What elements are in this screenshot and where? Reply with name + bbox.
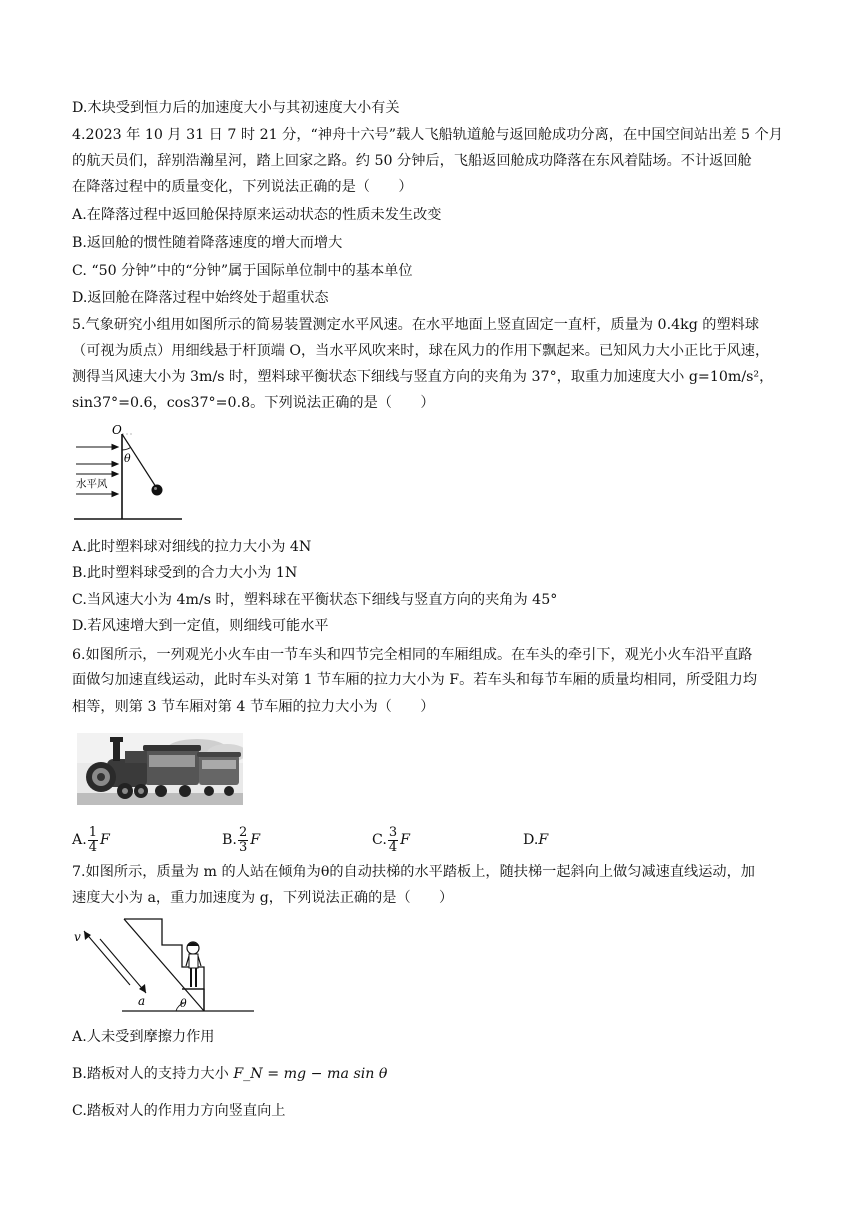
person-figure — [186, 942, 201, 987]
q7-stem-line-2: 速度大小为 a，重力加速度为 g，下列说法正确的是（ ） — [72, 890, 454, 906]
q4-option-a: A.在降落过程中返回舱保持原来运动状态的性质未发生改变 — [72, 207, 442, 223]
q4-option-b: B.返回舱的惯性随着降落速度的增大而增大 — [72, 235, 343, 251]
label-o: O — [112, 423, 122, 437]
q7-option-b — [72, 1064, 387, 1084]
q7-option-c: C.踏板对人的作用力方向竖直向上 — [72, 1103, 286, 1119]
q7-option-b-formula: F_N = mg − ma sin θ — [233, 1066, 388, 1082]
q5-option-d: D.若风速增大到一定值，则细线可能水平 — [72, 618, 329, 634]
denominator: 3 — [238, 839, 248, 855]
option-letter: A. — [72, 832, 87, 848]
denominator: 4 — [388, 839, 398, 855]
chimney — [113, 739, 120, 761]
sightseeing-train-photo — [77, 733, 243, 805]
q5-stem-line-4: sin37°=0.6，cos37°=0.8。下列说法正确的是（ ） — [72, 395, 435, 411]
q6-options — [72, 822, 772, 858]
numerator: 2 — [238, 824, 248, 840]
numerator: 1 — [88, 824, 98, 840]
q3-option-d: D.木块受到恒力后的加速度大小与其初速度大小有关 — [72, 100, 400, 116]
q4-stem-line-1: 4.2023 年 10 月 31 日 7 时 21 分，“神舟十六号”载人飞船轨道舱与返回舱成功分离，在中国空间站出差 5 个月 — [72, 127, 783, 143]
q6-option-b — [222, 822, 260, 858]
q6-stem-line-2: 面做匀加速直线运动，此时车头对第 1 节车厢的拉力大小为 F。若车头和每节车厢的质量均相同，所受阻力均 — [72, 672, 758, 688]
q7-stem-line-1: 7.如图所示，质量为 m 的人站在倾角为θ的自动扶梯的水平踏板上，随扶梯一起斜向上做匀减速直线运动，加 — [72, 864, 755, 880]
fraction — [88, 826, 98, 855]
q6-option-d — [523, 822, 548, 858]
fraction — [238, 826, 248, 855]
denominator: 4 — [88, 839, 98, 855]
force-symbol: F — [400, 832, 410, 848]
plastic-ball — [152, 485, 163, 496]
q7-option-a: A.人未受到摩擦力作用 — [72, 1029, 215, 1045]
q4-stem-line-3: 在降落过程中的质量变化，下列说法正确的是（ ） — [72, 179, 413, 195]
q7-option-b-text: B.踏板对人的支持力大小 — [72, 1066, 234, 1082]
q4-option-c: C. “50 分钟”中的“分钟”属于国际单位制中的基本单位 — [72, 263, 413, 279]
label-v: v — [74, 930, 81, 944]
q6-option-a — [72, 822, 110, 858]
escalator-figure — [72, 915, 257, 1015]
q5-stem-line-2: （可视为质点）用细线悬于杆顶端 O，当水平风吹来时，球在风力的作用下飘起来。已知风力大小正比于风速， — [72, 343, 770, 359]
q5-option-b: B.此时塑料球受到的合力大小为 1N — [72, 565, 298, 581]
force-symbol: F — [100, 832, 110, 848]
q5-stem-line-1: 5.气象研究小组用如图所示的简易装置测定水平风速。在水平地面上竖直固定一直杆，质量为 0.4kg 的塑料球 — [72, 317, 760, 333]
fraction — [388, 826, 398, 855]
q5-stem-line-3: 测得当风速大小为 3m/s 时，塑料球平衡状态下细线与竖直方向的夹角为 37°，取重力加速度大小 g=10m/s²， — [72, 369, 774, 385]
label-theta: θ — [124, 452, 131, 465]
q6-stem-line-1: 6.如图所示，一列观光小火车由一节车头和四节完全相同的车厢组成。在车头的牵引下，观光小火车沿平直路 — [72, 647, 753, 663]
q4-stem-line-2: 的航天员们，辞别浩瀚星河，踏上回家之路。约 50 分钟后，飞船返回舱成功降落在东风着陆场。不计返回舱 — [72, 153, 752, 169]
force-symbol: F — [538, 832, 549, 848]
q5-option-c: C.当风速大小为 4m/s 时，塑料球在平衡状态下细线与竖直方向的夹角为 45° — [72, 592, 558, 608]
numerator: 3 — [388, 824, 398, 840]
option-letter: B. — [222, 832, 237, 848]
label-horizontal-wind: 水平风 — [76, 478, 108, 490]
force-symbol: F — [250, 832, 261, 848]
label-theta: θ — [180, 997, 187, 1010]
option-letter: D. — [523, 832, 539, 848]
option-letter: C. — [372, 832, 387, 848]
q6-option-c — [372, 822, 410, 858]
wind-pendulum-figure — [72, 420, 187, 525]
q5-option-a: A.此时塑料球对细线的拉力大小为 4N — [72, 539, 312, 555]
label-a: a — [138, 994, 146, 1008]
q6-stem-line-3: 相等，则第 3 节车厢对第 4 节车厢的拉力大小为（ ） — [72, 699, 435, 715]
q4-option-d: D.返回舱在降落过程中始终处于超重状态 — [72, 290, 329, 306]
